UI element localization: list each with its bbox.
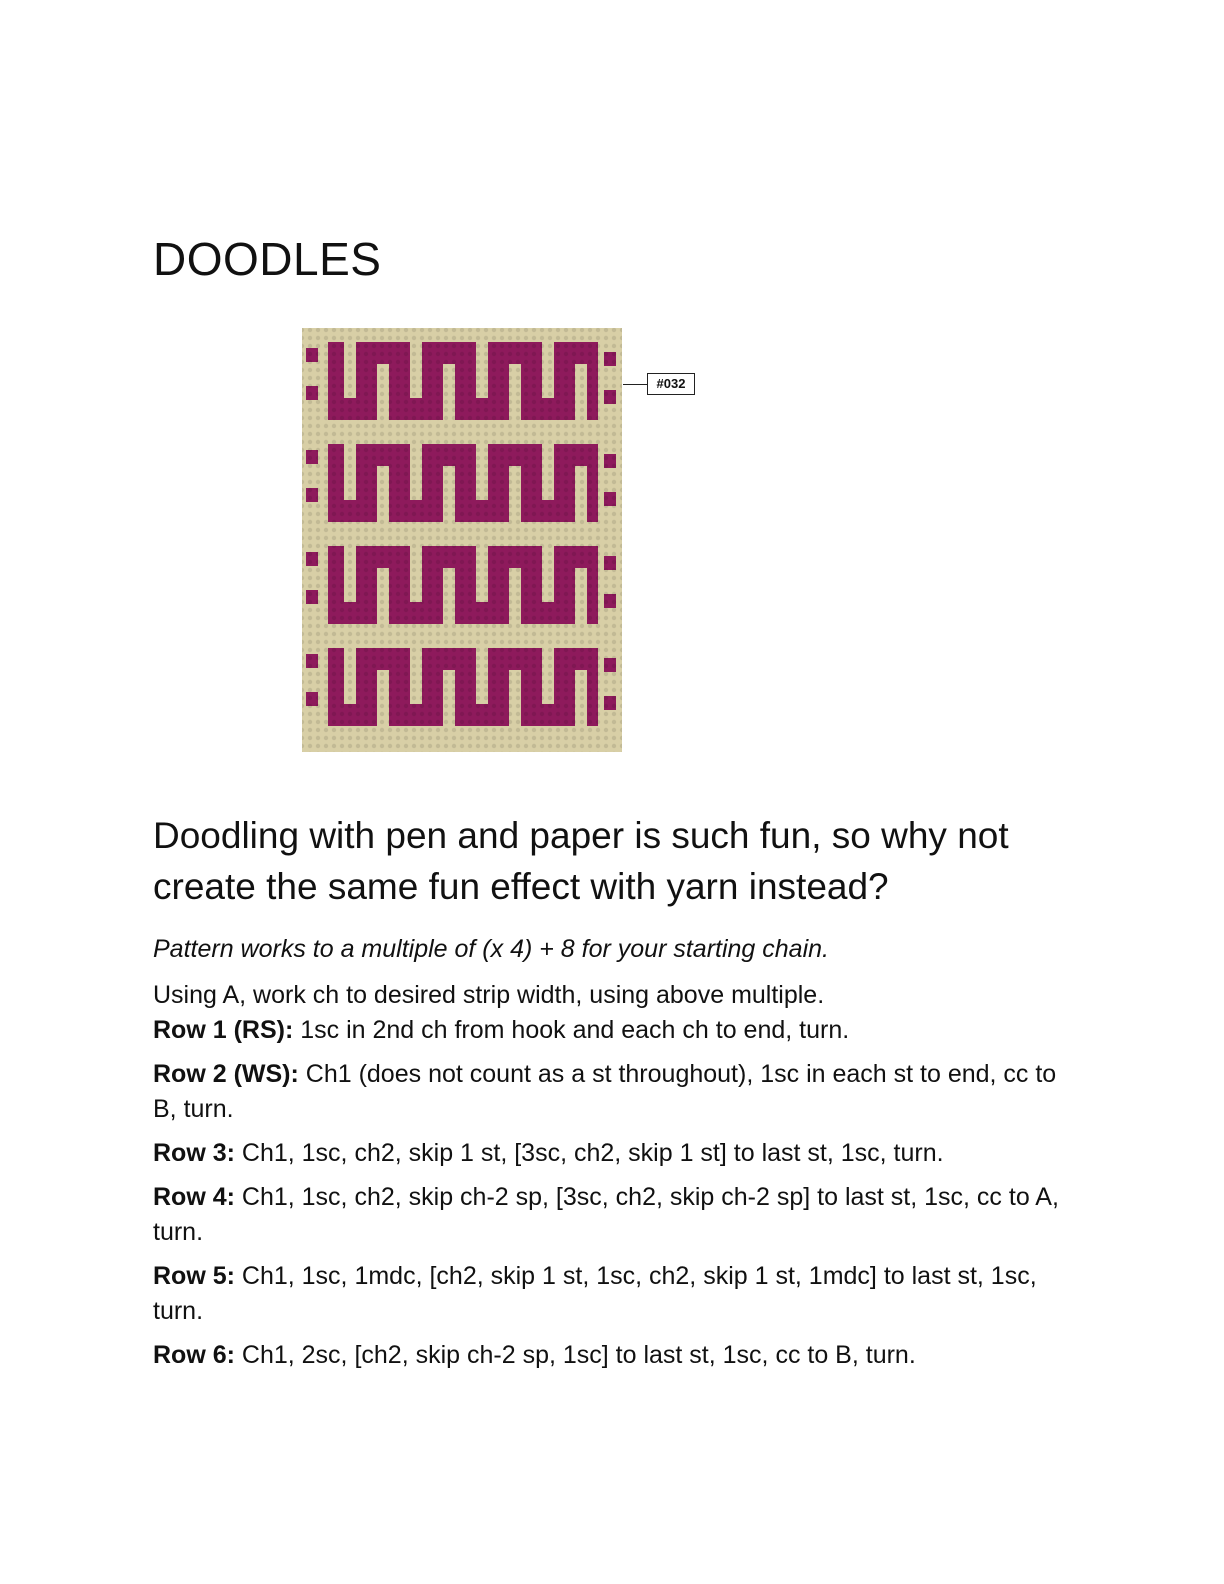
- row-label: Row 1 (RS):: [153, 1016, 294, 1044]
- row-text: Ch1, 1sc, ch2, skip 1 st, [3sc, ch2, skip 1 st] to last st, 1sc, turn.: [234, 1139, 944, 1167]
- tag-leader-line: [623, 384, 649, 385]
- swatch-photo: [298, 326, 628, 756]
- row-text: Ch1, 1sc, 1mdc, [ch2, skip 1 st, 1sc, ch2, skip 1 st, 1mdc] to last st, 1sc, turn.: [153, 1262, 1037, 1325]
- row-label: Row 2 (WS):: [153, 1060, 299, 1088]
- stitch-texture: [302, 328, 622, 752]
- row-text: Ch1 (does not count as a st throughout), 1sc in each st to end, cc to B, turn.: [153, 1060, 1057, 1123]
- row-instruction: [153, 1057, 1073, 1127]
- row-instruction: [153, 1180, 1073, 1250]
- row-instruction: [153, 1338, 1073, 1373]
- row-text: Ch1, 2sc, [ch2, skip ch-2 sp, 1sc] to last st, 1sc, cc to B, turn.: [234, 1341, 916, 1369]
- page-title: DOODLES: [153, 233, 382, 285]
- row-instruction: [153, 1013, 1073, 1048]
- row-label: Row 4:: [153, 1183, 235, 1211]
- row-text: 1sc in 2nd ch from hook and each ch to end, turn.: [293, 1016, 850, 1044]
- intro-heading: Doodling with pen and paper is such fun, so why not create the same fun effect with yarn instead?: [153, 815, 1009, 907]
- row-instruction: [153, 1259, 1073, 1329]
- row-label: Row 6:: [153, 1341, 235, 1369]
- setup-instruction: Using A, work ch to desired strip width, using above multiple.: [153, 981, 825, 1009]
- row-label: Row 3:: [153, 1139, 235, 1167]
- crochet-swatch-image: [298, 326, 628, 756]
- multiple-note: Pattern works to a multiple of (x 4) + 8 for your starting chain.: [153, 935, 829, 963]
- row-text: Ch1, 1sc, ch2, skip ch-2 sp, [3sc, ch2, skip ch-2 sp] to last st, 1sc, cc to A, turn.: [153, 1183, 1059, 1246]
- pattern-instructions: [153, 978, 1073, 1382]
- row-instruction: [153, 1136, 1073, 1171]
- row-label: Row 5:: [153, 1262, 235, 1290]
- swatch-number-tag: #032: [647, 373, 695, 395]
